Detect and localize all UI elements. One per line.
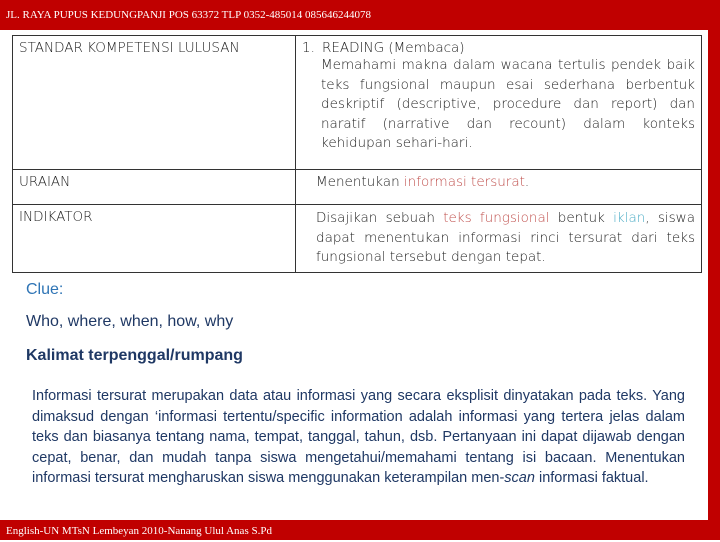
skl-description: Memahami makna dalam wacana tertulis pendek baik teks fungsional maupun esai sederhana berbentuk deskriptif (descriptive, procedure dan report) dan naratif (narrative dan recount) dalam konteks kehidupan sehari-hari.	[321, 57, 695, 151]
clue-questions: Who, where, when, how, why	[26, 313, 234, 330]
info-text-italic: scan	[504, 470, 535, 486]
uraian-highlight: informasi tersurat	[403, 174, 525, 190]
skl-title: READING (Membaca)	[322, 40, 465, 56]
indikator-part1: Disajikan sebuah	[316, 210, 444, 226]
competency-table	[12, 35, 702, 273]
indikator-label-cell	[13, 205, 296, 273]
uraian-label-cell	[13, 170, 296, 205]
skl-value-cell	[296, 36, 702, 170]
side-bar	[708, 0, 720, 540]
uraian-value-cell	[296, 170, 702, 205]
indikator-label: INDIKATOR	[19, 209, 93, 225]
table-row	[13, 36, 702, 170]
footer-credit: English-UN MTsN Lembeyan 2010-Nanang Ulul Anas S.Pd	[6, 525, 272, 537]
clue-kalimat: Kalimat terpenggal/rumpang	[26, 347, 243, 364]
skl-label-cell	[13, 36, 296, 170]
info-text-before: Informasi tersurat merupakan data atau informasi yang secara eksplisit dinyatakan pada teks. Yang dimaksud dengan ‘informasi tertentu/specific information adalah informasi yang tertera jelas dalam teks dan biasanya tentang nama, tempat, tanggal, tahun, dsb. Pertanyaan ini dapat dijawab dengan cepat, benar, dan mudah tanpa siswa mengetahui/memahami tentang isi bacaan. Menentukan informasi tersurat mengharuskan siswa menggunakan keterampilan men-	[32, 388, 685, 486]
skl-number: 1.	[302, 40, 315, 56]
clue-info-paragraph	[32, 386, 685, 489]
indikator-value-cell	[296, 205, 702, 273]
skl-label: STANDAR KOMPETENSI LULUSAN	[19, 40, 240, 56]
footer-bar	[0, 520, 720, 540]
indikator-part3: , siswa dapat menentukan informasi rinci tersurat dari teks fungsional tersebut dengan tepat.	[316, 210, 695, 265]
info-text-after: informasi faktual.	[534, 470, 649, 486]
indikator-highlight-iklan: iklan	[613, 210, 646, 226]
table-row	[13, 205, 702, 273]
indikator-part2: bentuk	[549, 210, 614, 226]
uraian-suffix: .	[524, 174, 530, 190]
uraian-label: URAIAN	[19, 174, 71, 190]
clue-title: Clue:	[26, 281, 64, 298]
indikator-highlight-teks: teks fungsional	[443, 210, 550, 226]
header-bar	[0, 0, 720, 30]
uraian-prefix: Menentukan	[316, 174, 404, 190]
table-row	[13, 170, 702, 205]
school-address: JL. RAYA PUPUS KEDUNGPANJI POS 63372 TLP 0352-485014 085646244078	[6, 9, 371, 21]
